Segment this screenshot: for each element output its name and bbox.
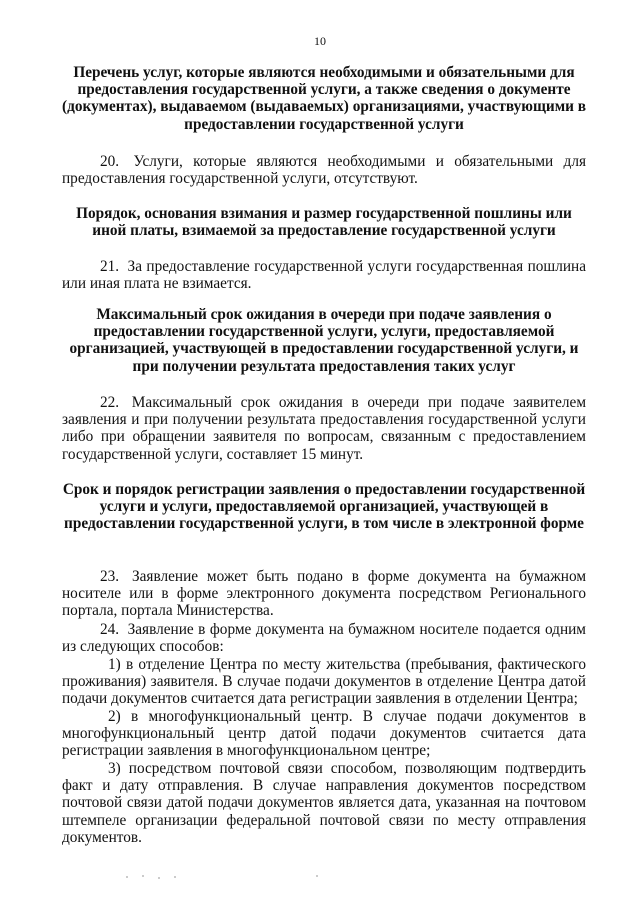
paragraph-22 [62, 394, 586, 463]
section-heading-registration: Срок и порядок регистрации заявления о предоставлении государственной услуги и услуги, предоставляемой организацией, участвующей в предоставлении государственной услуги, в том числе в электронной форме [62, 481, 586, 533]
paragraph-21 [62, 258, 586, 292]
scan-artifacts [120, 872, 420, 884]
paragraph-number: 20. [100, 153, 120, 170]
section-heading-services-list: Перечень услуг, которые являются необходимыми и обязательными для предоставления государственной услуги, а также сведения о документе (документах), выдаваемом (выдаваемых) организациями, участвующими в предоставлении государственной услуги [62, 64, 587, 133]
paragraph-number: 24. [100, 621, 120, 638]
paragraph-text: За предоставление государственной услуги государственная пошлина или иная плата не взимается. [62, 258, 586, 293]
paragraph-text: Максимальный срок ожидания в очереди при подаче заявителем заявления и при получении результата предоставления государственной услуги либо при обращении заявителя по вопросам, связанным с предоставлением государственной услуги, составляет 15 минут. [62, 394, 587, 463]
paragraph-text: Услуги, которые являются необходимыми и обязательными для предоставления государственной услуги, отсутствуют. [62, 153, 587, 188]
paragraph-text: Заявление в форме документа на бумажном носителе подается одним из следующих способов: [62, 621, 586, 656]
list-item-mfc: 2) в многофункциональный центр. В случае подачи документов в многофункциональный центр датой подачи документов считается дата регистрации заявления в многофункциональном центре; [62, 708, 586, 760]
paragraph-number: 21. [100, 258, 120, 275]
paragraph-number: 22. [100, 394, 120, 411]
section-heading-queue-time: Максимальный срок ожидания в очереди при подаче заявления о предоставлении государственной услуги, услуги, предоставляемой организацией, участвующей в предоставлении государственной услуги, и при получении результата предоставления таких услуг [69, 306, 579, 375]
paragraph-24 [62, 621, 586, 655]
page-number: 10 [314, 34, 326, 48]
list-item-postal: 3) посредством почтовой связи способом, позволяющим подтвердить факт и дату отправления. В случае направления документов посредством почтовой связи датой подачи документов является дата, указанная на почтовом штемпеле организации федеральной почтовой связи по месту отправления документов. [62, 760, 586, 846]
section-heading-state-fee: Порядок, основания взимания и размер государственной пошлины или иной платы, взимаемой за предоставление государственной услуги [76, 205, 572, 240]
paragraph-23 [62, 568, 586, 620]
list-item-center-office: 1) в отделение Центра по месту жительства (пребывания, фактического проживания) заявителя. В случае подачи документов в отделение Центра датой подачи документов считается дата регистрации заявления в отделении Центра; [62, 656, 586, 708]
paragraph-20 [62, 153, 586, 187]
paragraph-number: 23. [100, 568, 120, 585]
paragraph-text: Заявление может быть подано в форме документа на бумажном носителе или в форме электронного документа посредством Регионального портала, портала Министерства. [62, 568, 587, 620]
